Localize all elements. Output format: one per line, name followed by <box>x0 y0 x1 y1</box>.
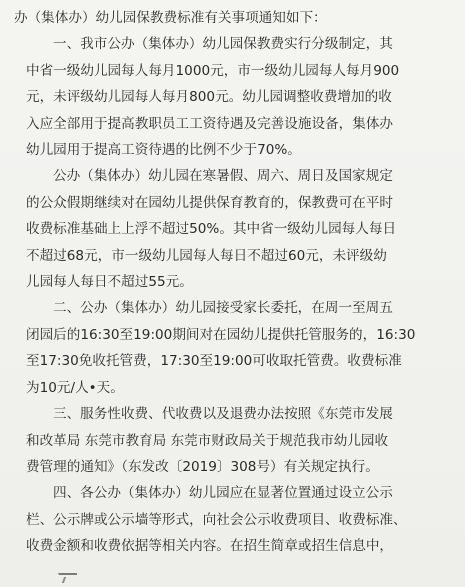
text-line: 收费金额和收费依据等相关内容。在招生简章或招生信息中， <box>26 538 394 555</box>
paragraph-item-1 <box>26 31 446 163</box>
document-body <box>14 5 446 560</box>
text-line: 入应全部用于提高教职员工工资待遇及完善设施设备，集体办 <box>26 115 394 132</box>
text-line: 费管理的通知》（东发改〔2019〕308号）有关规定执行。 <box>26 458 379 475</box>
text-line: 栏、公示牌或公示墙等形式，向社会公示收费项目、收费标准、 <box>26 511 407 528</box>
text-line: 元，未评级幼儿园每人每月800元。幼儿园调整收费增加的收 <box>26 89 392 106</box>
text-line: 四、各公办（集体办）幼儿园应在显著位置通过设立公示 <box>53 485 393 502</box>
text-line: 一、我市公办（集体办）幼儿园保教费实行分级制定，其 <box>53 36 393 53</box>
paragraph-holiday-fees <box>26 163 446 295</box>
text-line: 三、服务性收费、代收费以及退费办法按照《东莞市发展 <box>53 406 393 423</box>
text-line: 公办（集体办）幼儿园在寒暑假、周六、周日及国家规定 <box>53 168 393 185</box>
text-line: 和改革局 东莞市教育局 东莞市财政局关于规范我市幼儿园收 <box>26 432 389 449</box>
text-line: 儿园每人每日不超过55元。 <box>26 274 193 291</box>
text-line: 中省一级幼儿园每人每月1000元，市一级幼儿园每人每月900 <box>26 62 400 79</box>
text-line: 不超过68元，市一级幼儿园每人每日不超过60元，未评级幼 <box>26 247 387 264</box>
paragraph-item-2 <box>26 295 446 401</box>
text-line: 的公众假期继续对在园幼儿提供保育教育的，保教费可在平时 <box>26 194 394 211</box>
paragraph-item-3 <box>26 401 446 480</box>
text-line: 至17:30免收托管费，17:30至19:00可收取托管费。收费标准 <box>26 353 402 370</box>
paragraph-intro <box>14 5 446 31</box>
text-line: 二、公办（集体办）幼儿园接受家长委托，在周一至周五 <box>53 300 393 317</box>
corner-mark-icon <box>58 573 77 585</box>
text-line: 幼儿园用于提高工资待遇的比例不少于70%。 <box>26 142 301 159</box>
paragraph-item-4 <box>26 480 446 559</box>
text-line: 办（集体办）幼儿园保教费标准有关事项通知如下： <box>14 10 327 26</box>
text-line: 收费标准基础上上浮不超过50%。其中省一级幼儿园每人每日 <box>26 221 397 238</box>
text-line: 为10元/人•天。 <box>26 379 124 396</box>
text-line: 闭园后的16:30至19:00期间对在园幼儿提供托管服务的，16:30 <box>26 326 416 343</box>
